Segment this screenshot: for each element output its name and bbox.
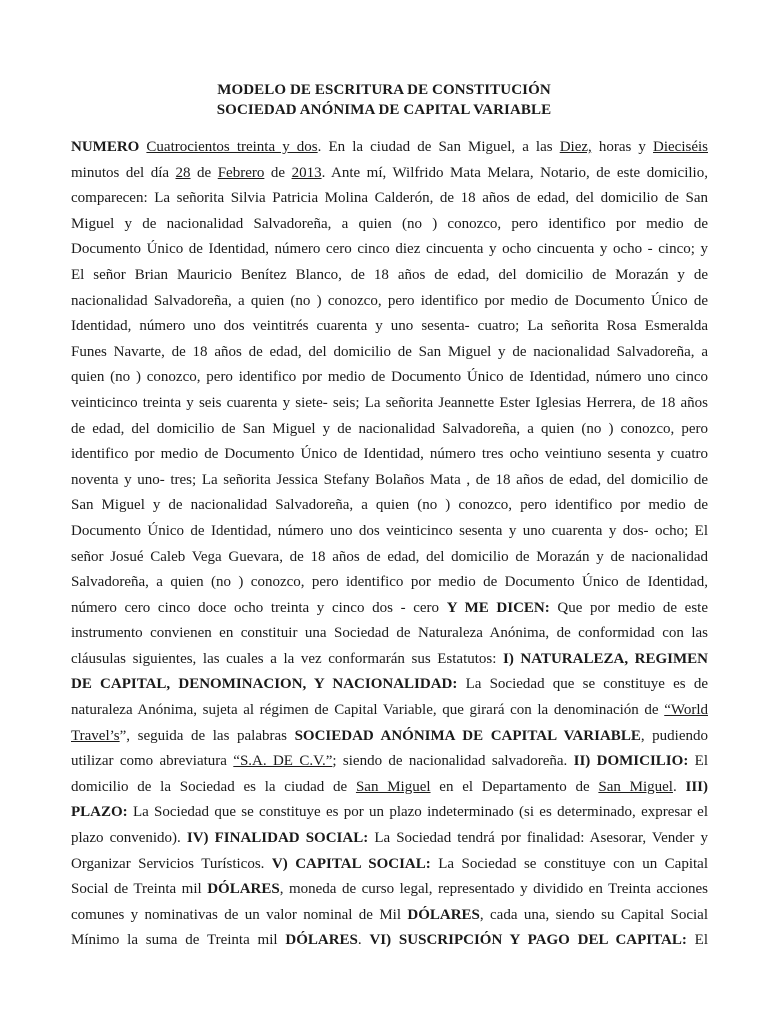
- body-line: [71, 775, 708, 801]
- text-run: comunes y nominativas de un valor nominal de Mil: [71, 906, 408, 923]
- body-line: [71, 545, 708, 571]
- body-line: [71, 724, 708, 750]
- text-run: ; siendo de nacionalidad salvadoreña.: [332, 753, 574, 770]
- body-line: [71, 647, 708, 673]
- text-run: IV) FINALIDAD SOCIAL:: [186, 830, 369, 847]
- text-run: Travel’s: [71, 727, 120, 744]
- document-body: [71, 135, 708, 954]
- body-line: [71, 237, 708, 263]
- text-run: Que por medio de este: [549, 599, 708, 616]
- text-run: El: [686, 932, 708, 949]
- text-run: .: [357, 932, 370, 949]
- text-run: DE CAPITAL, DENOMINACION, Y NACIONALIDAD:: [71, 676, 458, 693]
- text-run: Organizar Servicios Turísticos.: [71, 855, 272, 872]
- text-run: San Miguel y de nacionalidad Salvadoreña, a quien (no ) conozco, pero identifico por medio de: [71, 497, 708, 514]
- text-run: comparecen: La señorita Silvia Patricia Molina Calderón, de 18 años de edad, del domicilio de San: [71, 190, 708, 207]
- text-run: Y ME DICEN:: [446, 599, 550, 616]
- text-run: 2013: [291, 164, 322, 181]
- text-run: veinticinco treinta y seis cuarenta y siete- seis; La señorita Jeannette Ester Iglesias Herrera, de 18 años: [71, 394, 708, 411]
- text-run: . Ante mí, Wilfrido Mata Melara, Notario, de este domicilio,: [321, 164, 708, 181]
- text-run: utilizar como abreviatura: [71, 753, 234, 770]
- body-line: [71, 468, 708, 494]
- document-title-line-2: SOCIEDAD ANÓNIMA DE CAPITAL VARIABLE: [216, 102, 552, 118]
- body-line: [71, 340, 708, 366]
- text-run: número cero cinco doce ocho treinta y cinco dos - cero: [71, 599, 447, 616]
- body-line: [71, 135, 708, 161]
- text-run: Documento Único de Identidad, número cero cinco diez cincuenta y ocho cincuenta y ocho - cinco; y: [71, 241, 708, 258]
- text-run: plazo convenido).: [71, 830, 187, 847]
- body-line: [71, 749, 708, 775]
- text-run: “World: [664, 702, 708, 719]
- text-run: naturaleza Anónima, sujeta al régimen de Capital Variable, que girará con la denominación de: [71, 702, 665, 719]
- text-run: DÓLARES: [407, 906, 480, 923]
- text-run: La Sociedad tendrá por finalidad: Asesorar, Vender y: [368, 830, 708, 847]
- text-run: horas y: [591, 139, 654, 155]
- document-title-line-1: MODELO DE ESCRITURA DE CONSTITUCIÓN: [217, 82, 551, 98]
- text-run: La Sociedad que se constituye es por un plazo indeterminado (si es determinado, expresar el: [127, 804, 708, 821]
- text-run: identifico por medio de Documento Único de Identidad, número tres ocho veintiuno sesenta y cuatro: [71, 446, 708, 463]
- body-line: [71, 903, 708, 929]
- text-run: III): [685, 778, 709, 795]
- text-run: Cuatrocientos treinta y dos: [146, 139, 318, 155]
- text-run: Dieciséis: [653, 139, 708, 155]
- text-run: “S.A. DE C.V.”: [233, 753, 333, 770]
- text-run: . En la ciudad de San Miguel, a las: [317, 139, 560, 155]
- text-run: , pudiendo: [640, 727, 708, 744]
- text-run: .: [672, 778, 686, 795]
- text-run: Salvadoreña, a quien (no ) conozco, pero identifico por medio de Documento Único de Identidad,: [71, 574, 708, 591]
- body-line: [71, 852, 708, 878]
- text-run: I) NATURALEZA, REGIMEN: [503, 650, 708, 667]
- text-run: de: [264, 164, 292, 181]
- text-run: cláusulas siguientes, las cuales a la vez conformarán sus Estatutos:: [71, 650, 503, 667]
- text-run: La Sociedad se constituye con un Capital: [430, 855, 709, 872]
- text-run: nacionalidad Salvadoreña, a quien (no ) conozco, pero identifico por medio de Documento Único de: [71, 292, 708, 309]
- body-line: [71, 596, 708, 622]
- body-line: [71, 826, 708, 852]
- body-line: [71, 417, 708, 443]
- text-run: La Sociedad que se constituye es de: [457, 676, 708, 693]
- body-line: [71, 621, 708, 647]
- text-run: San Miguel: [598, 778, 673, 795]
- body-line: [71, 212, 708, 238]
- body-line: [71, 672, 708, 698]
- text-run: de: [190, 164, 218, 181]
- text-run: quien (no ) conozco, pero identifico por medio de Documento Único de Identidad, número uno cinco: [71, 369, 708, 386]
- body-line: [71, 493, 708, 519]
- text-run: minutos del día: [71, 164, 176, 181]
- body-line: [71, 161, 708, 187]
- text-run: SOCIEDAD ANÓNIMA DE CAPITAL VARIABLE: [294, 727, 641, 744]
- body-line: [71, 289, 708, 315]
- text-run: Documento Único de Identidad, número uno dos veinticinco sesenta y uno cuarenta y dos- ocho; El: [71, 522, 708, 539]
- body-line: [71, 442, 708, 468]
- text-run: El: [688, 753, 708, 770]
- text-run: Diez,: [559, 139, 592, 155]
- body-line: [71, 186, 708, 212]
- body-line: [71, 877, 708, 903]
- text-run: 28: [175, 164, 191, 181]
- body-line: [71, 391, 708, 417]
- body-line: [71, 263, 708, 289]
- body-line: [71, 698, 708, 724]
- text-run: Funes Navarte, de 18 años de edad, del domicilio de San Miguel y de nacionalidad Salvadoreña, a: [71, 343, 708, 360]
- text-run: El señor Brian Mauricio Benítez Blanco, de 18 años de edad, del domicilio de Morazán y de: [71, 266, 708, 283]
- text-run: en el Departamento de: [430, 778, 599, 795]
- text-run: DÓLARES: [285, 932, 358, 949]
- text-run: ”, seguida de las palabras: [119, 727, 295, 744]
- text-run: VI) SUSCRIPCIÓN Y PAGO DEL CAPITAL:: [369, 932, 687, 949]
- body-line: [71, 519, 708, 545]
- body-line: [71, 570, 708, 596]
- text-run: Febrero: [217, 164, 265, 181]
- text-run: San Miguel: [355, 778, 431, 795]
- body-line: [71, 314, 708, 340]
- text-run: , moneda de curso legal, representado y dividido en Treinta acciones: [279, 881, 708, 898]
- text-run: Mínimo la suma de Treinta mil: [71, 932, 286, 949]
- body-line: [71, 365, 708, 391]
- body-line: [71, 928, 708, 954]
- text-run: II) DOMICILIO:: [573, 753, 689, 770]
- text-run: noventa y uno- tres; La señorita Jessica Stefany Bolaños Mata , de 18 años de edad, del domicilio de: [71, 471, 708, 488]
- text-run: DÓLARES: [207, 881, 280, 898]
- text-run: señor Josué Caleb Vega Guevara, de 18 años de edad, del domicilio de Morazán y de nacionalidad: [71, 548, 708, 565]
- text-run: PLAZO:: [71, 804, 128, 821]
- text-run: Miguel y de nacionalidad Salvadoreña, a quien (no ) conozco, pero identifico por medio de: [71, 215, 708, 232]
- text-run: , cada una, siendo su Capital Social: [479, 906, 708, 923]
- text-run: instrumento convienen en constituir una Sociedad de Naturaleza Anónima, de conformidad con las: [71, 625, 708, 642]
- text-run: de edad, del domicilio de San Miguel y de nacionalidad Salvadoreña, a quien (no ) conozco, pero: [71, 420, 708, 437]
- text-run: V) CAPITAL SOCIAL:: [271, 855, 431, 872]
- text-run: domicilio de la Sociedad es la ciudad de: [71, 778, 356, 795]
- text-run: NUMERO: [71, 139, 140, 155]
- text-run: Social de Treinta mil: [71, 881, 208, 898]
- body-line: [71, 800, 708, 826]
- text-run: Identidad, número uno dos veintitrés cuarenta y uno sesenta- cuatro; La señorita Rosa Esmeralda: [71, 318, 708, 335]
